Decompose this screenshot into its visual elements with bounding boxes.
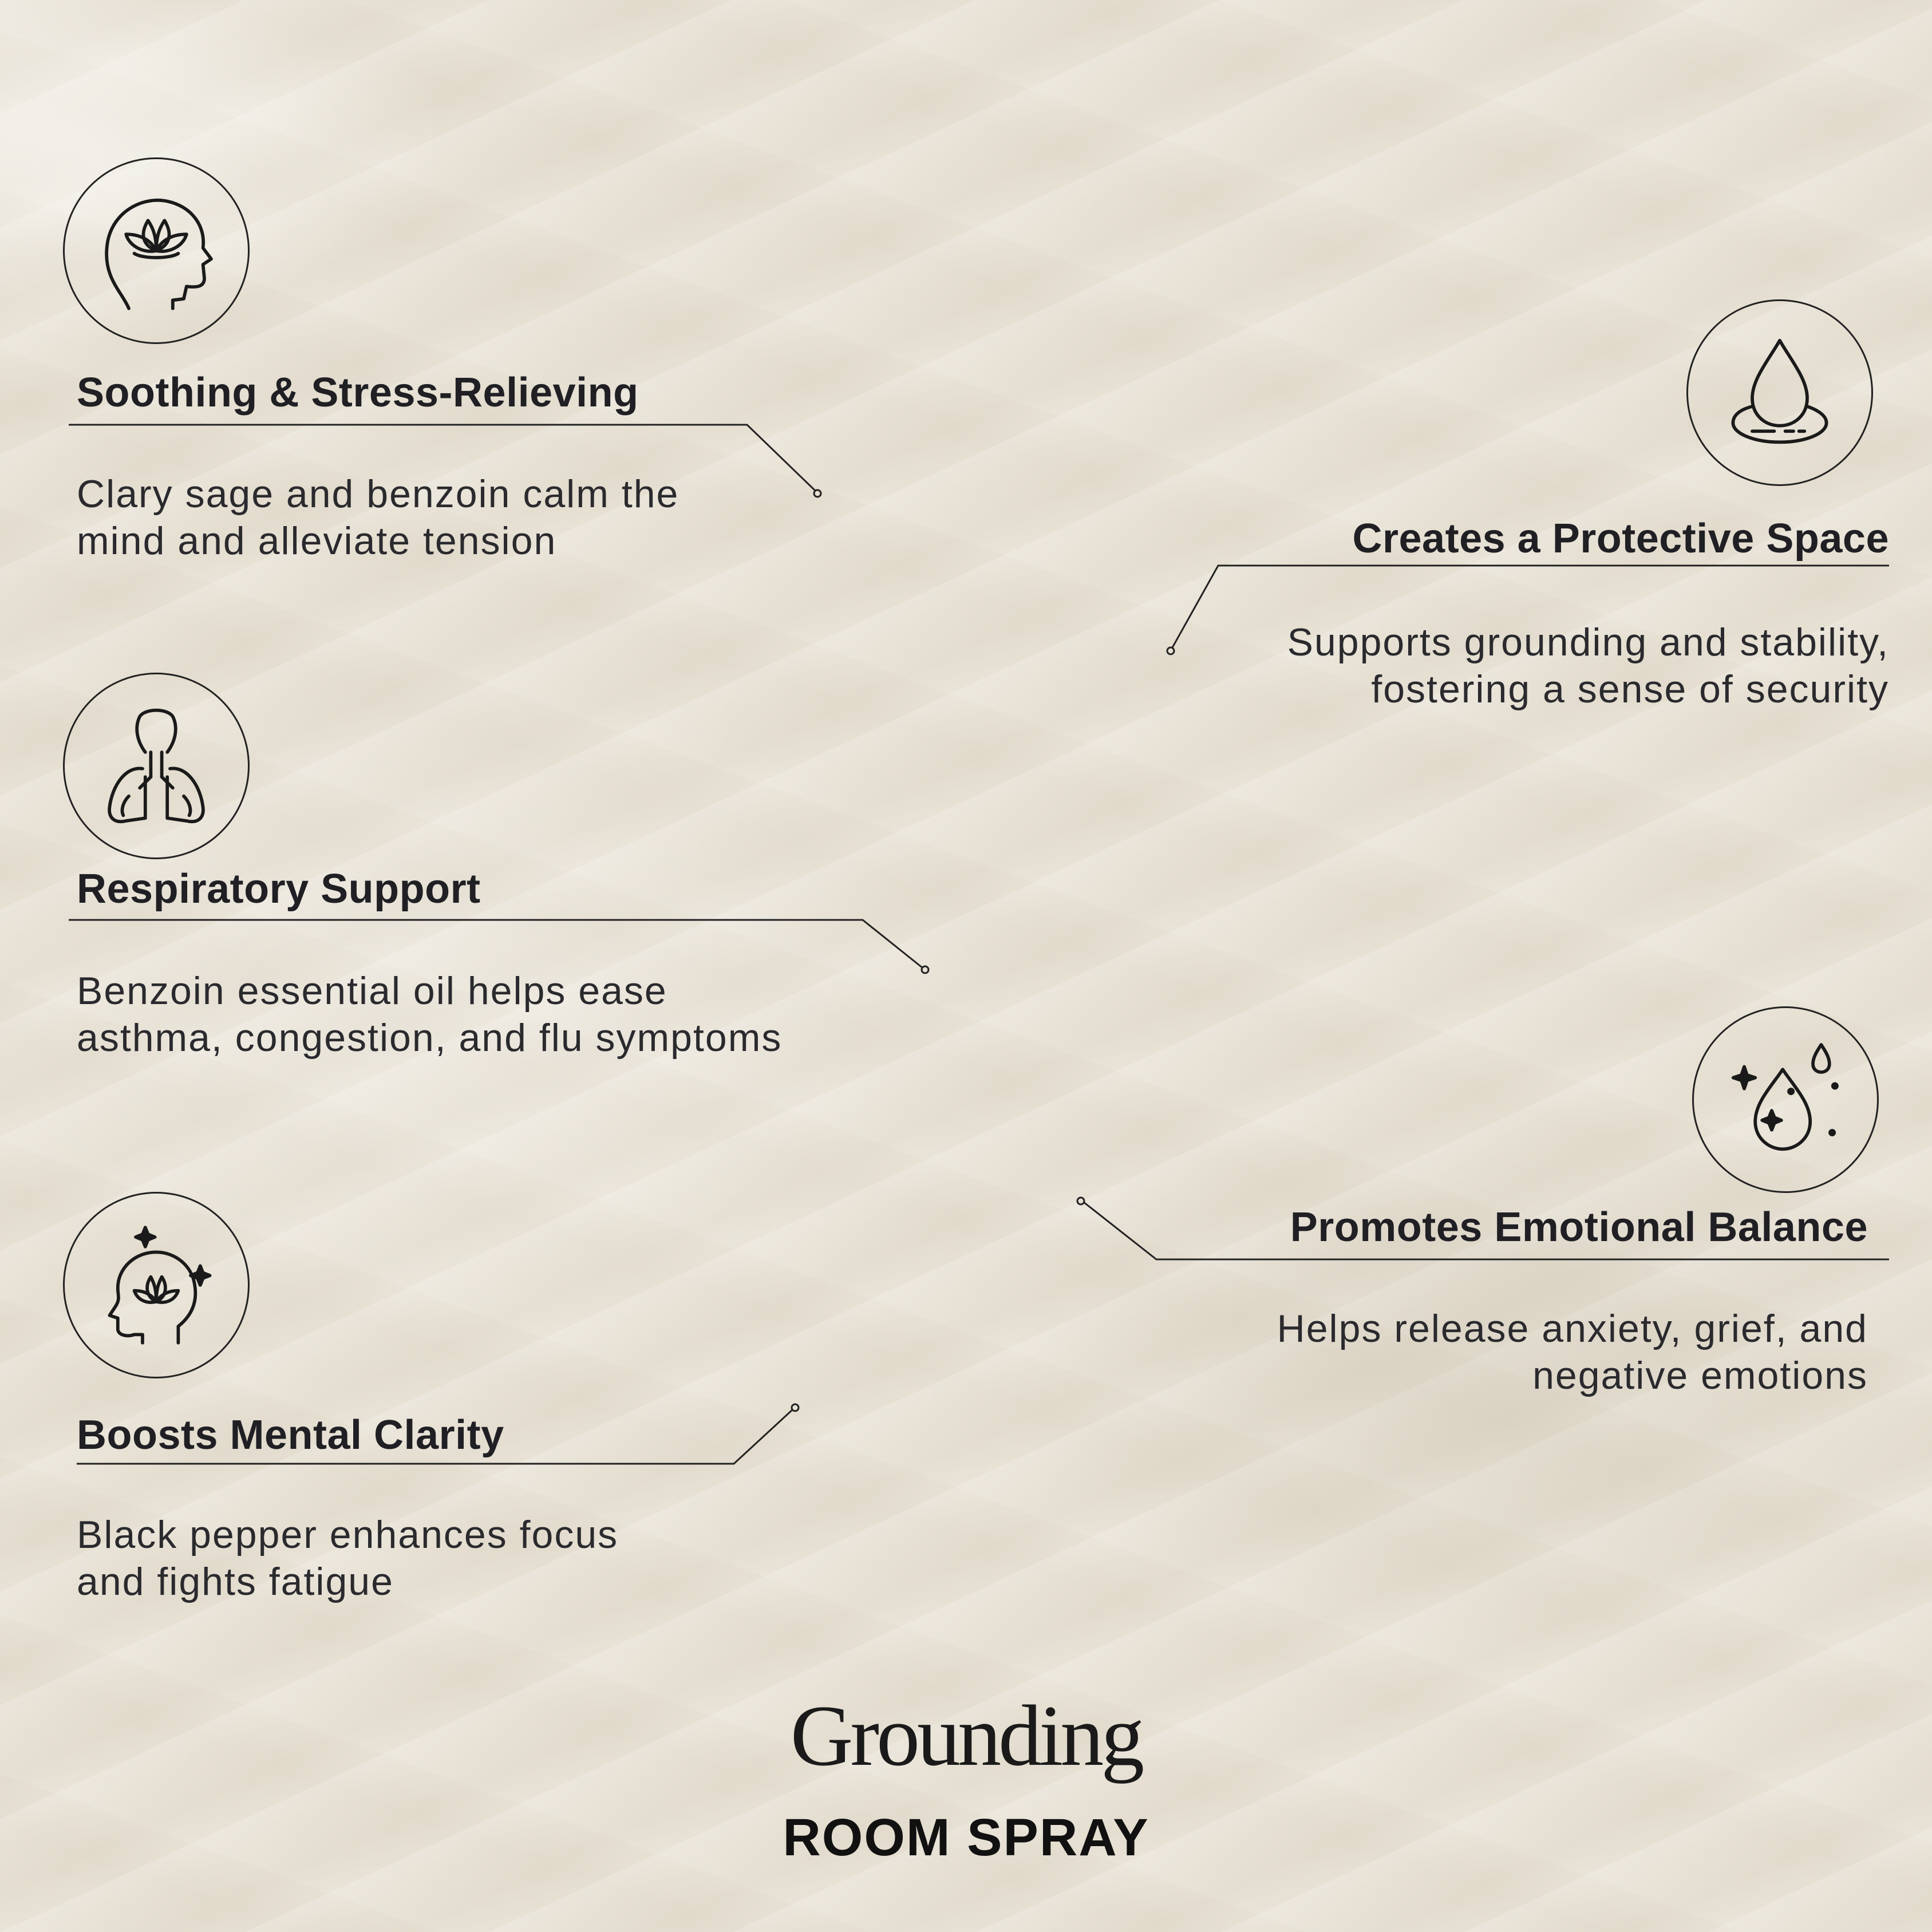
feature-desc-clarity-line1: Black pepper enhances focus (77, 1513, 619, 1556)
feature-title-emotional: Promotes Emotional Balance (1290, 1204, 1868, 1250)
sparkle-drops-icon (1692, 1006, 1879, 1193)
feature-desc-protective-line2: fostering a sense of security (1371, 667, 1889, 711)
feature-title-protective: Creates a Protective Space (1352, 516, 1889, 562)
head-lotus-sparkle-icon (63, 1192, 250, 1378)
feature-title-soothing: Soothing & Stress-Relieving (77, 370, 639, 416)
product-type: ROOM SPRAY (783, 1808, 1149, 1867)
feature-desc-emotional-line2: negative emotions (1532, 1354, 1868, 1397)
feature-desc-respiratory-line2: asthma, congestion, and flu symptoms (77, 1016, 783, 1060)
feature-desc-clarity-line2: and fights fatigue (77, 1560, 394, 1603)
brand-name: Grounding (790, 1688, 1142, 1784)
feature-desc-respiratory-line1: Benzoin essential oil helps ease (77, 969, 667, 1013)
lotus-head-icon (63, 157, 250, 344)
feature-title-respiratory: Respiratory Support (77, 866, 481, 912)
lungs-icon (63, 673, 250, 859)
feature-title-clarity: Boosts Mental Clarity (77, 1412, 504, 1458)
feature-desc-soothing-line2: mind and alleviate tension (77, 519, 557, 563)
feature-desc-emotional-line1: Helps release anxiety, grief, and (1277, 1307, 1868, 1350)
water-drop-ripple-icon (1686, 299, 1873, 486)
feature-desc-soothing-line1: Clary sage and benzoin calm the (77, 472, 679, 516)
feature-desc-protective-line1: Supports grounding and stability, (1287, 621, 1889, 664)
